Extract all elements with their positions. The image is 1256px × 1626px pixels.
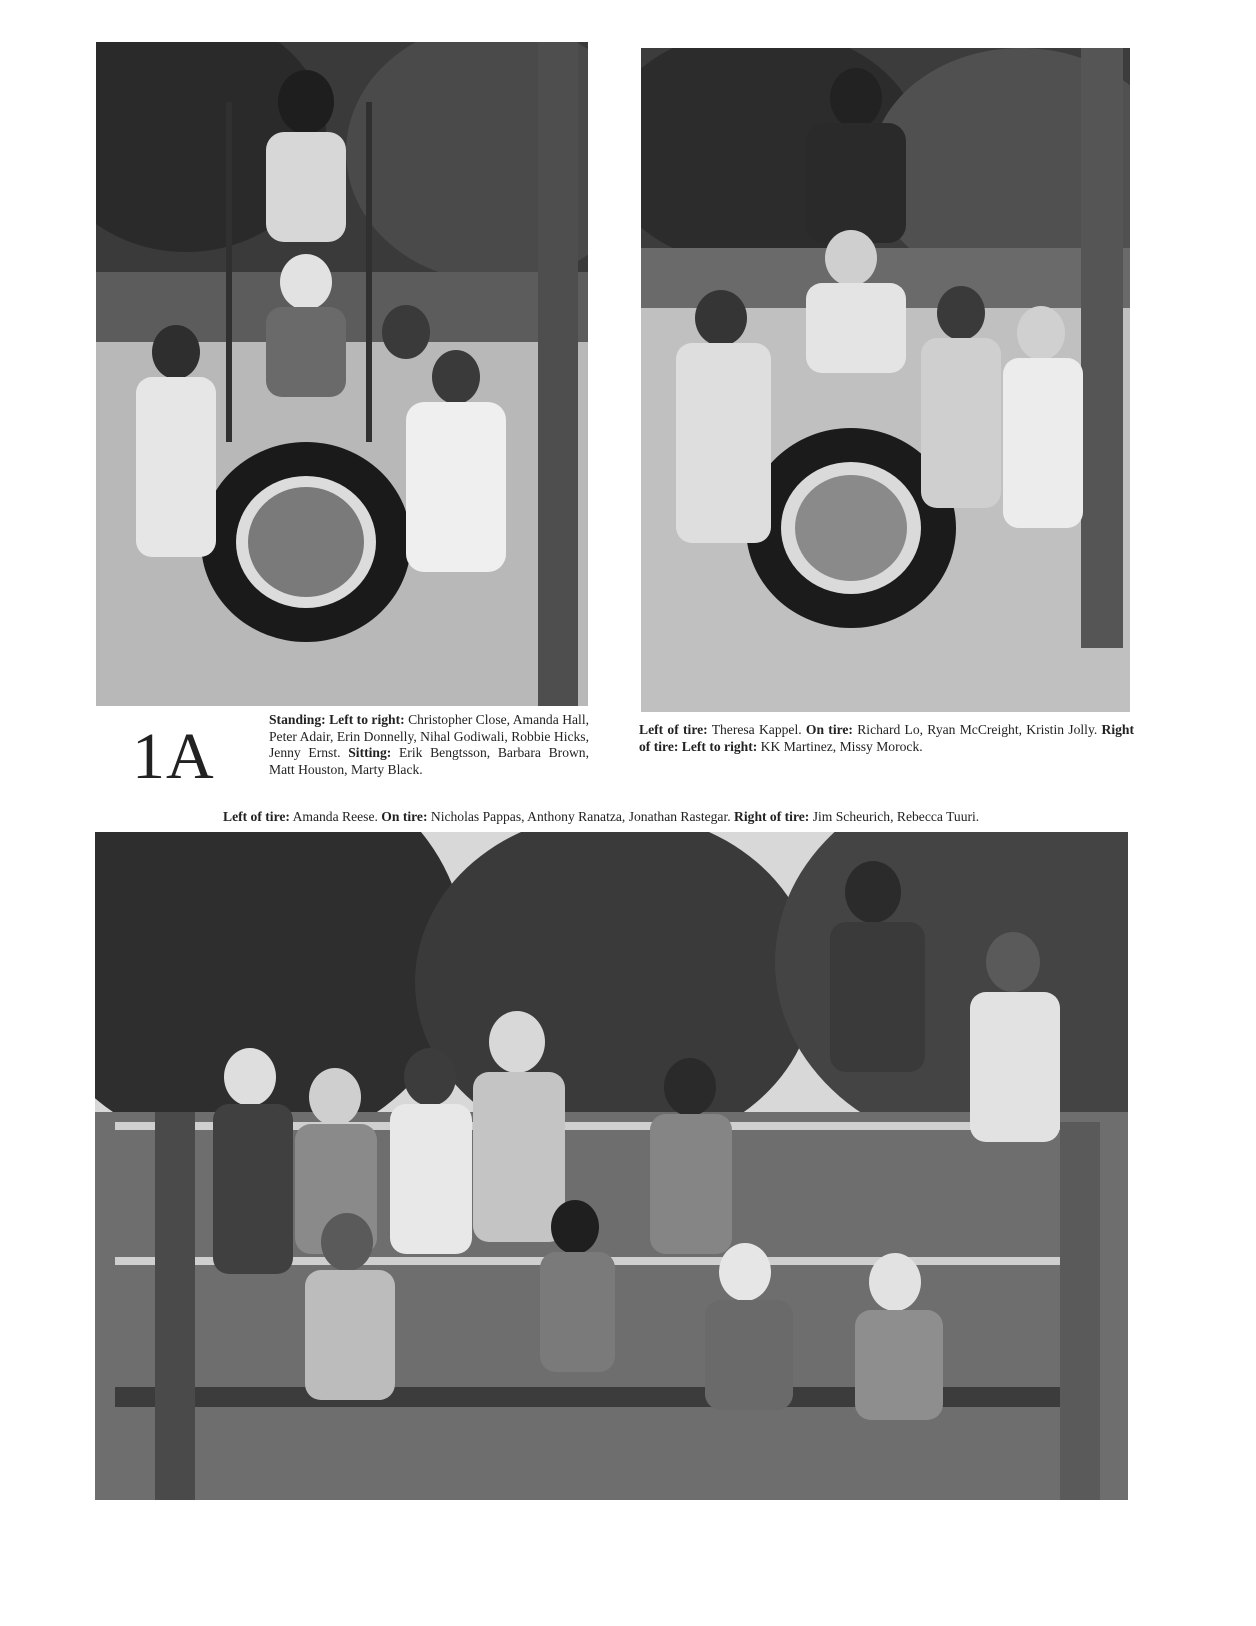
- caption-2-names-right: KK Martinez, Missy Morock.: [757, 738, 923, 754]
- caption-2-label-right: Right of tire: Left to right:: [639, 722, 1135, 754]
- photo-tire-swing-right: [641, 48, 1130, 712]
- caption-photo-3: [223, 809, 1103, 826]
- caption-1-names-standing: Christopher Close, Amanda Hall, Peter Adair, Erin Donnelly, Nihal Godiwali, Robbie Hicks, Jenny Ernst.: [269, 712, 589, 760]
- caption-photo-1: [269, 712, 589, 778]
- caption-1-label-sitting: Sitting:: [348, 745, 392, 760]
- caption-1-label-standing: Standing: Left to right:: [269, 712, 405, 727]
- section-label: 1A: [132, 720, 215, 793]
- caption-3-names-left: Amanda Reese.: [289, 809, 382, 824]
- photo-1-image: [96, 42, 588, 706]
- caption-1-names-sitting: Erik Bengtsson, Barbara Brown, Matt Houston, Marty Black.: [269, 745, 589, 777]
- caption-3-label-left: Left of tire:: [223, 809, 290, 824]
- photo-tire-swing-left: [96, 42, 588, 706]
- caption-2-names-left: Theresa Kappel.: [707, 722, 806, 737]
- caption-3-label-on: On tire:: [381, 809, 428, 824]
- photo-2-image: [641, 48, 1130, 712]
- caption-2-label-left: Left of tire:: [639, 722, 708, 737]
- photo-3-image: [95, 832, 1128, 1500]
- caption-3-names-right: Jim Scheurich, Rebecca Tuuri.: [809, 809, 980, 824]
- caption-2-label-on: On tire:: [805, 722, 853, 737]
- caption-photo-2: [639, 722, 1134, 755]
- caption-2-names-on: Richard Lo, Ryan McCreight, Kristin Jolly.: [852, 722, 1102, 737]
- caption-3-label-right: Right of tire:: [734, 809, 810, 824]
- caption-3-names-on: Nicholas Pappas, Anthony Ranatza, Jonathan Rastegar.: [427, 809, 735, 824]
- photo-climbing-structure: [95, 832, 1128, 1500]
